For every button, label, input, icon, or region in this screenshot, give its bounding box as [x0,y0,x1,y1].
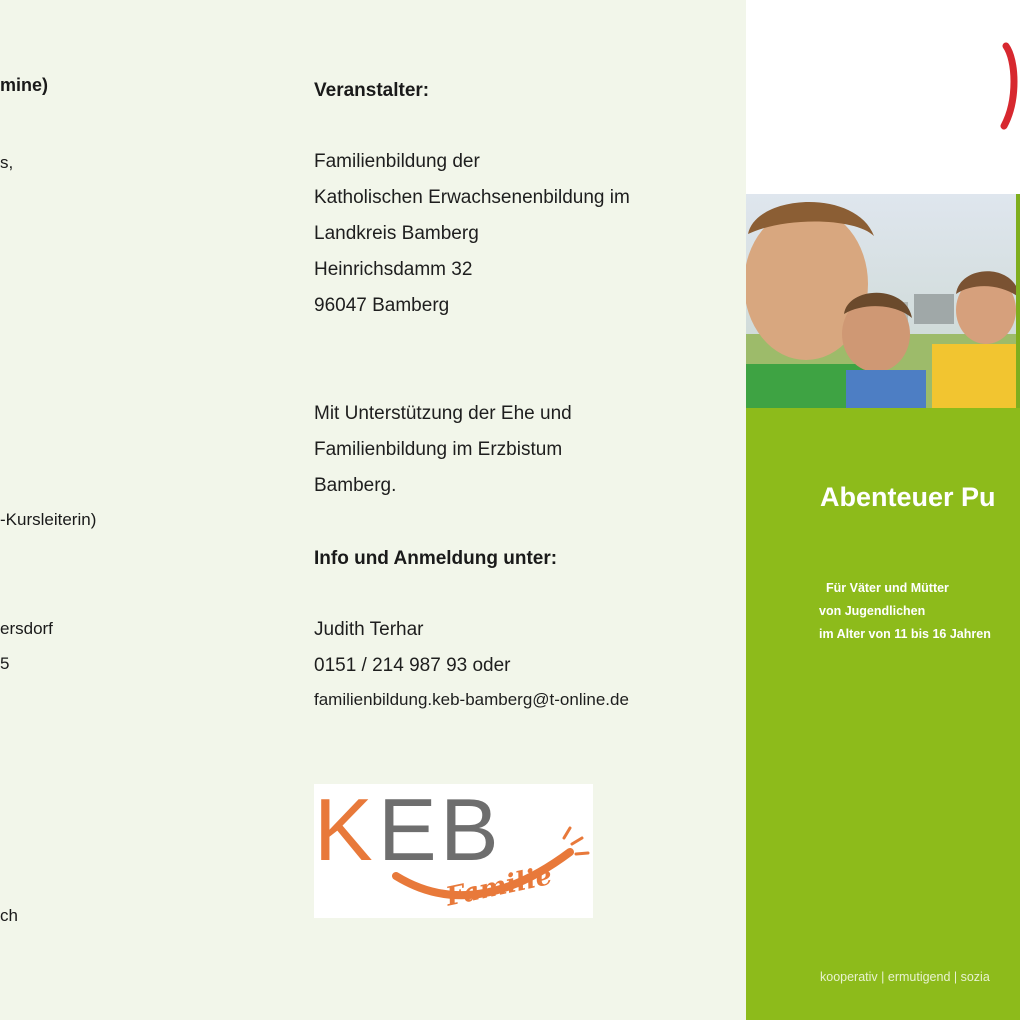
teenagers-photo [746,194,1020,408]
left-fragment-4: ersdorf [0,619,53,638]
support-line: Bamberg. [314,475,397,496]
brand-mark-icon [998,40,1020,132]
organizer-line: Katholischen Erwachsenenbildung im [314,187,630,208]
contact-phone: 0151 / 214 987 93 oder [314,655,511,676]
logo-letter-e: E [378,784,437,879]
left-fragment-3: -Kursleiterin) [0,510,97,529]
contact-heading: Info und Anmeldung unter: [314,548,558,569]
contact-name: Judith Terhar [314,619,424,640]
logo-letter-k: K [314,784,373,879]
organizer-heading: Veranstalter: [314,80,430,101]
cover-subtitle-line: von Jugendlichen [819,604,926,618]
logo-familie-text: Familie [443,860,555,913]
keb-familie-logo [314,784,593,918]
cover-subtitle-line: Für Väter und Mütter [826,581,949,595]
organizer-line: Heinrichsdamm 32 [314,259,473,280]
left-fragment-1: mine) [0,75,49,95]
cover-subtitle-line: im Alter von 11 bis 16 Jahren [819,627,991,641]
contact-email[interactable]: familienbildung.keb-bamberg@t-online.de [314,690,629,709]
organizer-line: Familienbildung der [314,151,480,172]
left-fragment-6: ch [0,906,18,925]
organizer-line: 96047 Bamberg [314,295,450,316]
support-line: Familienbildung im Erzbistum [314,439,563,460]
cover-tagline: kooperativ | ermutigend | sozia [820,970,990,984]
left-fragment-2: s, [0,153,14,172]
cover-title: Abenteuer Pu [820,482,996,512]
organizer-line: Landkreis Bamberg [314,223,479,244]
support-line: Mit Unterstützung der Ehe und [314,403,572,424]
logo-letter-b: B [440,784,499,879]
left-fragment-5: 5 [0,654,10,673]
